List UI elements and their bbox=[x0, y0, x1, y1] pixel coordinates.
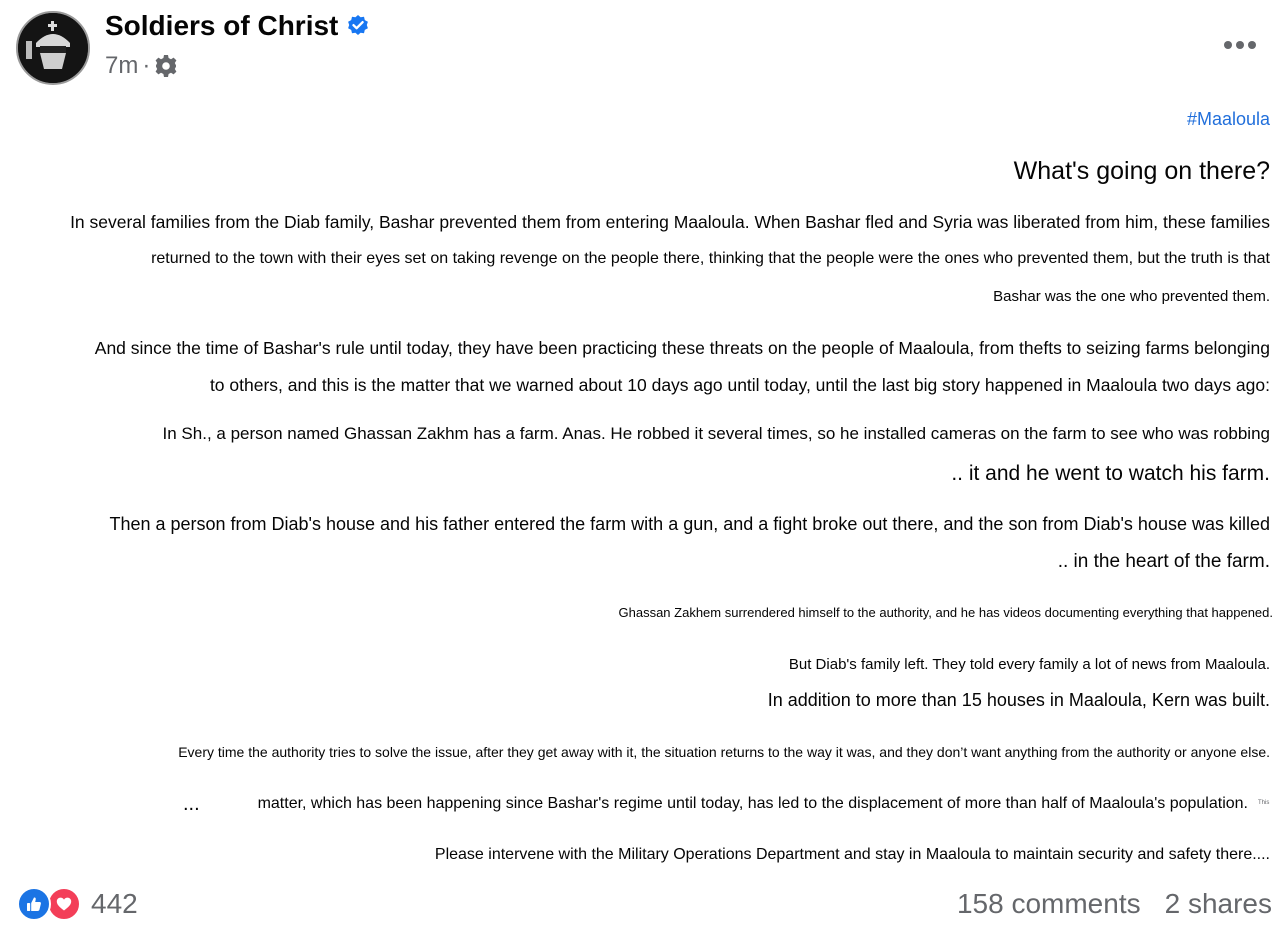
post-meta bbox=[105, 52, 178, 80]
post-line: And since the time of Bashar's rule until today, they have been practicing these threats on the people of Maaloula, from thefts to seizing farms belonging bbox=[94, 338, 1270, 358]
post-body bbox=[0, 100, 1280, 872]
post-line: .. it and he went to watch his farm. bbox=[951, 462, 1270, 485]
tiny-label: This bbox=[1258, 800, 1270, 806]
shares-count[interactable]: 2 shares bbox=[1164, 888, 1272, 919]
post-line: In Sh., a person named Ghassan Zakhm has a farm. Anas. He robbed it several times, so he installed cameras on the farm to see who was robbing bbox=[162, 424, 1270, 443]
page-name[interactable]: Soldiers of Christ bbox=[105, 10, 339, 41]
gear-icon[interactable] bbox=[154, 54, 178, 78]
post-line: In addition to more than 15 houses in Maaloula, Kern was built. bbox=[767, 690, 1270, 710]
hashtag-link[interactable]: #Maaloula bbox=[1186, 109, 1270, 129]
post-line: Ghassan Zakhem surrendered himself to the authority, and he has videos documenting everything that happened. bbox=[618, 605, 1273, 620]
post-line: Then a person from Diab's house and his father entered the farm with a gun, and a fight broke out there, and the son from Diab's house was killed bbox=[109, 514, 1270, 534]
post-line: Every time the authority tries to solve the issue, after they get away with it, the situation returns to the way it was, and they don’t want anything from the authority or anyone else. bbox=[178, 744, 1270, 760]
page-name-link[interactable] bbox=[105, 10, 370, 42]
post-line: matter, which has been happening since Bashar's regime until today, has led to the displacement of more than half of Maaloula's population. bbox=[257, 795, 1248, 812]
ellipsis-text: ... bbox=[183, 793, 200, 815]
comments-count[interactable]: 158 comments bbox=[956, 888, 1141, 919]
more-options-icon bbox=[1224, 41, 1232, 49]
post-line: Please intervene with the Military Operations Department and stay in Maaloula to maintain security and safety there.... bbox=[434, 846, 1270, 863]
more-options-icon bbox=[1236, 41, 1244, 49]
post-stats bbox=[957, 888, 1272, 920]
post-line: returned to the town with their eyes set on taking revenge on the people there, thinking that the people were the ones who prevented them, but the truth is that bbox=[151, 250, 1270, 267]
reactions-summary[interactable] bbox=[17, 886, 138, 922]
post-line: Bashar was the one who prevented them. bbox=[993, 288, 1270, 305]
post-time[interactable]: 7m bbox=[105, 52, 139, 79]
post-header bbox=[0, 0, 1280, 100]
love-icon bbox=[47, 887, 81, 921]
reaction-count[interactable]: 442 bbox=[91, 888, 138, 919]
like-icon bbox=[17, 887, 51, 921]
meta-separator: · bbox=[142, 52, 151, 79]
more-options-icon bbox=[1248, 41, 1256, 49]
post-line: .. in the heart of the farm. bbox=[1057, 551, 1270, 572]
post-line: In several families from the Diab family, Bashar prevented them from entering Maaloula. When Bashar fled and Syria was liberated from him, these families bbox=[70, 212, 1270, 232]
post-heading: What's going on there? bbox=[1013, 157, 1270, 185]
post-line: to others, and this is the matter that we warned about 10 days ago until today, until the last big story happened in Maaloula two days ago: bbox=[209, 375, 1270, 395]
more-options-button[interactable] bbox=[1218, 30, 1262, 60]
verified-badge-icon bbox=[346, 14, 370, 38]
avatar[interactable] bbox=[16, 11, 90, 85]
post-line: But Diab's family left. They told every family a lot of news from Maaloula. bbox=[788, 656, 1270, 673]
post-footer bbox=[0, 880, 1280, 926]
